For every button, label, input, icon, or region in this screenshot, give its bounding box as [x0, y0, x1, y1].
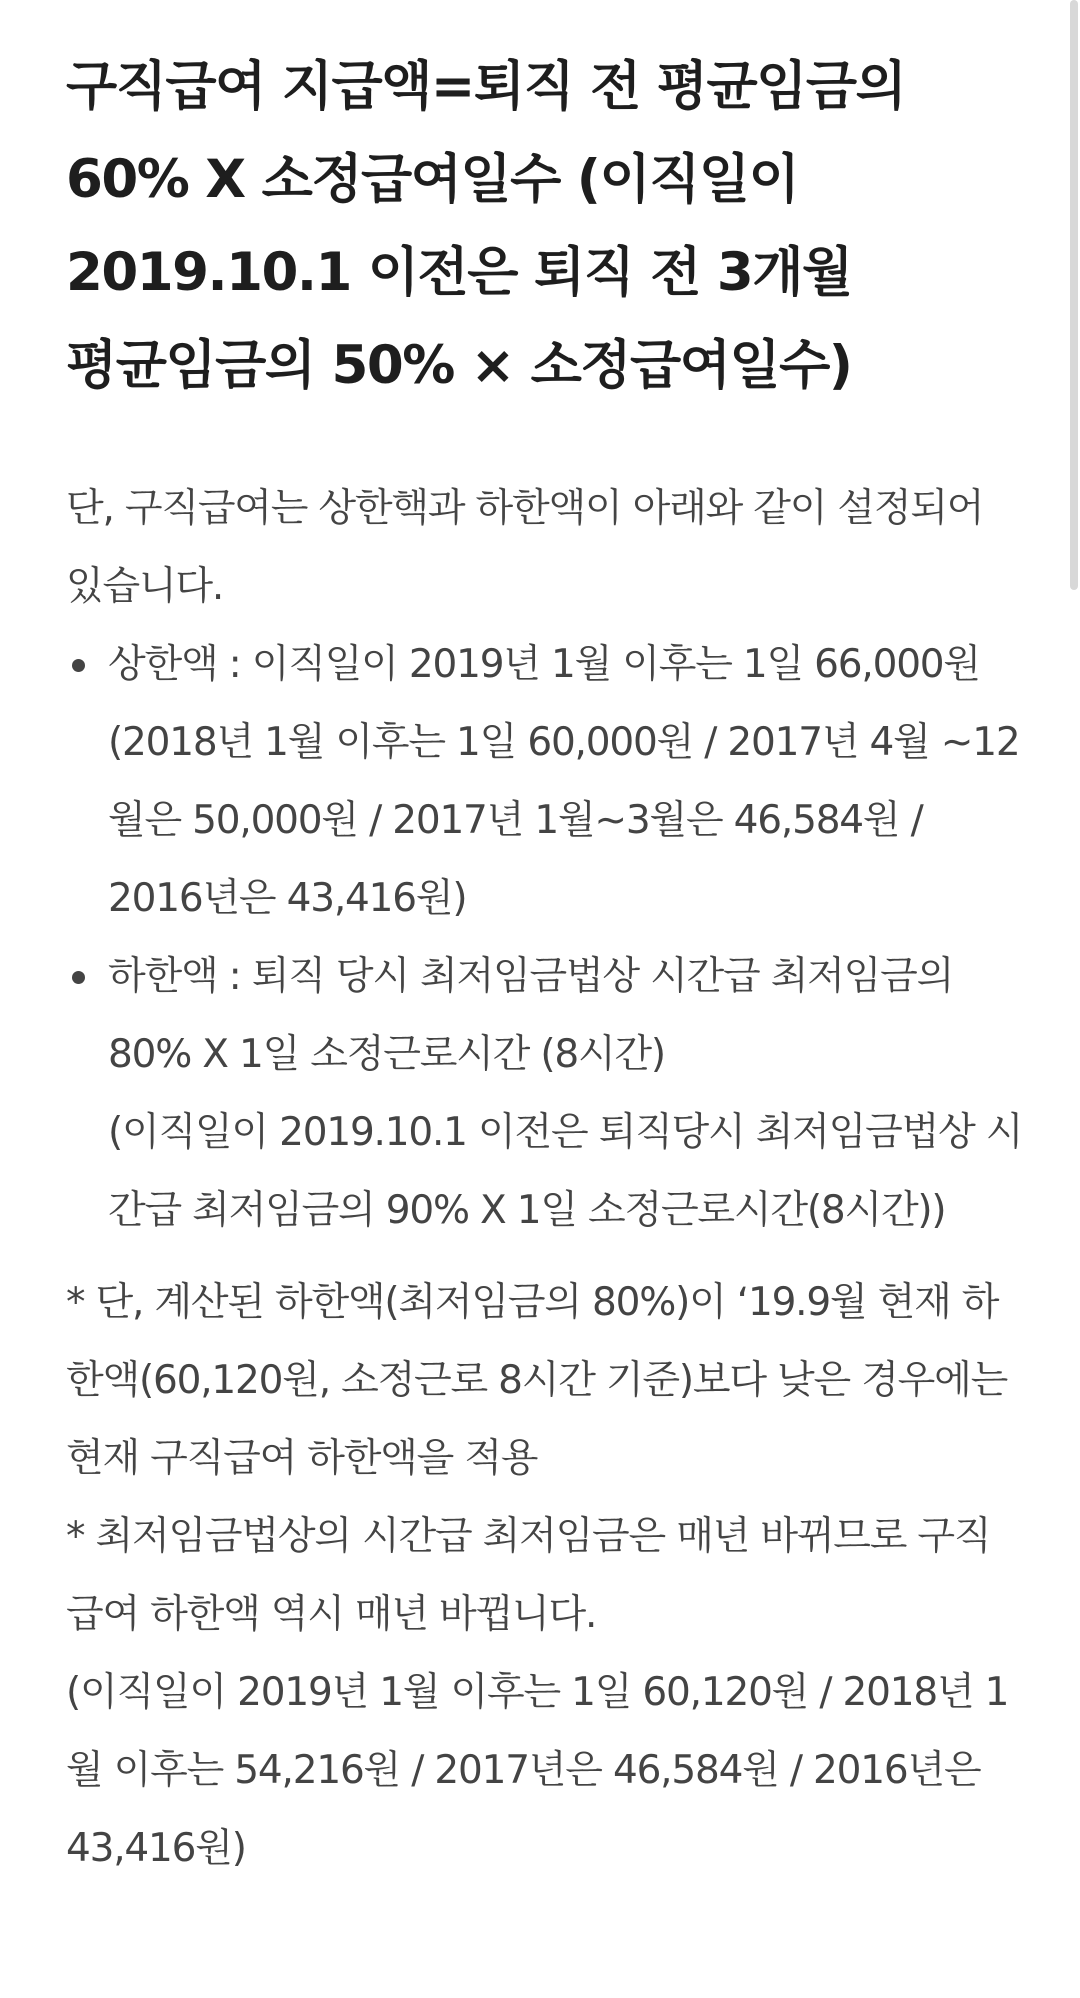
page-title: 구직급여 지급액=퇴직 전 평균임금의 60% X 소정급여일수 (이직일이 2019.10.1 이전은 퇴직 전 3개월 평균임금의 50% × 소정급여일수): [66, 56, 906, 396]
lower-limit-note: (이직일이 2019.10.1 이전은 퇴직당시 최저임금법상 시간급 최저임금의 90% X 1일 소정근로시간(8시간)): [108, 1110, 1023, 1233]
bullet-dot-icon: [72, 971, 85, 984]
list-item-lower-limit: [66, 938, 1026, 1250]
scrollbar[interactable]: [1070, 0, 1078, 590]
article-content: [66, 40, 1026, 1888]
note-yearly-lower-limits: (이직일이 2019년 1월 이후는 1일 60,120원 / 2018년 1월 이후는 54,216원 / 2017년은 46,584원 / 2016년은 43,416원): [66, 1670, 1009, 1871]
note-lower-limit-application: * 단, 계산된 하한액(최저임금의 80%)이 ‘19.9월 현재 하한액(60,120원, 소정근로 8시간 기준)보다 낮은 경우에는 현재 구직급여 하한액을 적용: [66, 1280, 1008, 1481]
note-minimum-wage-change: * 최저임금법상의 시간급 최저임금은 매년 바뀌므로 구직급여 하한액 역시 매년 바뀝니다.: [66, 1514, 991, 1637]
list-item-upper-limit: [66, 626, 1026, 938]
intro-paragraph: 단, 구직급여는 상한핵과 하한액이 아래와 같이 설정되어 있습니다.: [66, 486, 984, 609]
limit-list: [66, 626, 1026, 1250]
notes: [66, 1264, 1026, 1888]
upper-limit-text: 상한액 : 이직일이 2019년 1월 이후는 1일 66,000원 (2018년 1월 이후는 1일 60,000원 / 2017년 4월 ~12월은 50,000원 / 2017년 1월~3월은 46,584원 / 2016년은 43,416원): [108, 642, 1020, 921]
lower-limit-text: 하한액 : 퇴직 당시 최저임금법상 시간급 최저임금의 80% X 1일 소정근로시간 (8시간): [108, 954, 954, 1077]
bullet-dot-icon: [72, 659, 85, 672]
